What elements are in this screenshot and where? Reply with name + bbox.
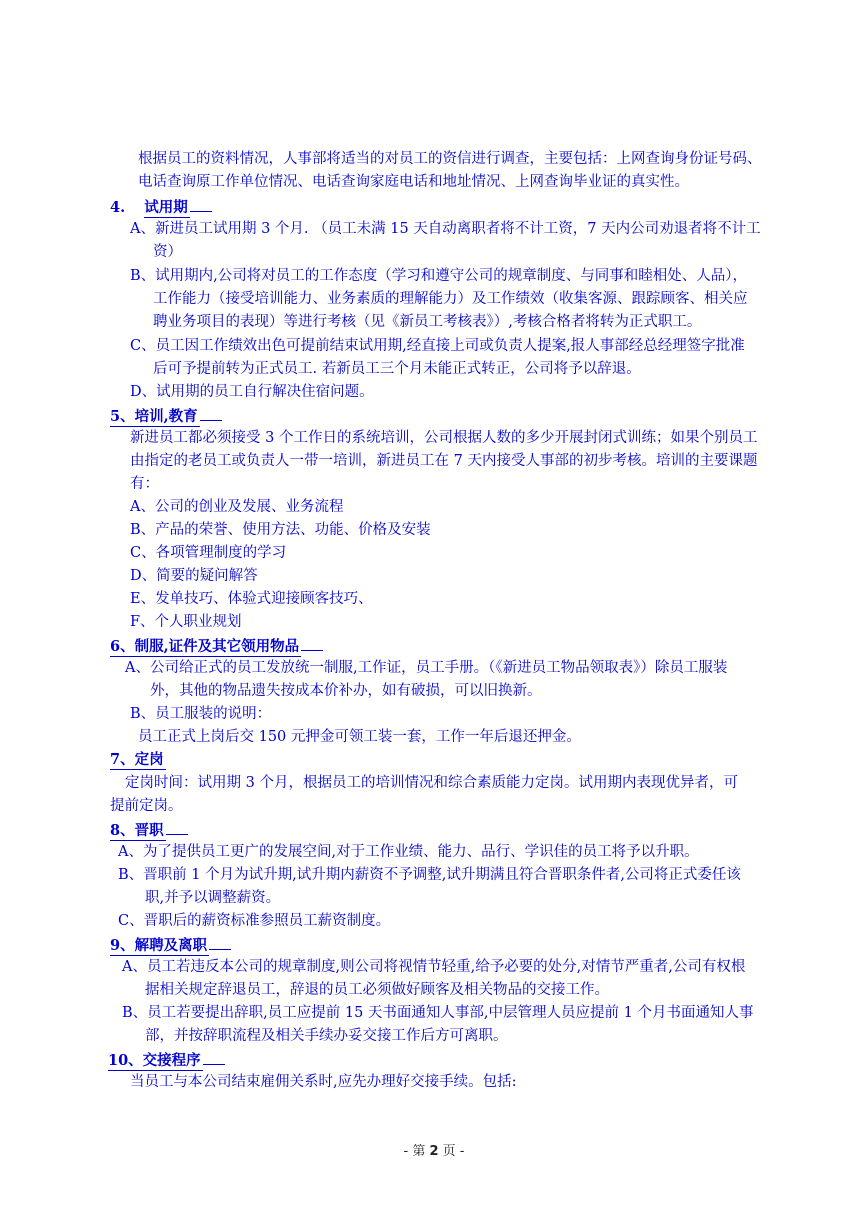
intro-line-2: 电话查询原工作单位情况、电话查询家庭电话和地址情况、上网查询毕业证的真实性。 [138,174,689,190]
section-6-item-a-line-2: 外，其他的物品遗失按成本价补办，如有破损，可以旧换新。 [150,683,542,699]
section-5-item-c: C、各项管理制度的学习 [130,545,287,561]
section-5-item-e: E、发单技巧、体验式迎接顾客技巧、 [130,591,373,607]
section-4-title: 试用期 [144,199,188,216]
section-4-heading [110,197,212,218]
section-4-item-b-line-1: B、试用期内,公司将对员工的工作态度（学习和遵守公司的规章制度、与同事和睦相处、人品）， [130,268,748,284]
intro-line-1: 根据员工的资料情况，人事部将适当的对员工的资信进行调查，主要包括：上网查询身份证号码、 [138,151,762,167]
section-4-item-a-line-2: 资） [153,244,182,260]
section-8-title: 8、晋职 [110,822,164,839]
section-6-heading [110,636,323,657]
section-9-heading [110,935,231,956]
section-6-item-b-line-2: 员工正式上岗后交 150 元押金可领工装一套，工作一年后退还押金。 [138,729,581,745]
section-4-item-d: D、试用期的员工自行解决住宿问题。 [130,384,374,400]
section-10-heading [108,1050,225,1071]
section-6-title: 6、制服,证件及其它领用物品 [110,638,300,655]
section-5-para-line-1: 新进员工都必须接受 3 个工作日的系统培训，公司根据人数的多少开展封闭式训练；如果个别员工 [130,430,758,446]
section-4-item-b-line-2: 工作能力（接受培训能力、业务素质的理解能力）及工作绩效（收集客源、跟踪顾客、相关应 [153,291,748,307]
page-number: 2 [429,1144,439,1159]
section-5-para-line-2: 由指定的老员工或负责人一带一培训，新进员工在 7 天内接受人事部的初步考核。培训的主要课题 [130,453,758,469]
footer-prefix: - 第 [403,1144,426,1159]
section-9-item-a-line-1: A、员工若违反本公司的规章制度,则公司将视情节轻重,给予必要的处分,对情节严重者,公司有权根 [122,959,746,975]
section-4-item-a-line-1: A、新进员工试用期 3 个月. （员工未满 15 天自动离职者将不计工资，7 天内公司劝退者将不计工 [130,221,761,237]
section-4-item-b-line-3: 聘业务项目的表现）等进行考核（见《新员工考核表》）,考核合格者将转为正式职工。 [153,314,702,330]
section-8-item-b-line-1: B、晋职前 1 个月为试升期,试升期内薪资不予调整,试升期满且符合晋职条件者,公司将正式委任该 [118,867,741,883]
section-8-item-b-line-2: 职,并予以调整薪资。 [145,890,281,906]
section-8-heading [110,820,188,841]
section-8-item-c: C、晋职后的薪资标准参照员工薪资制度。 [118,913,391,929]
section-5-title: 5、培训,教育 [110,408,198,425]
section-9-item-a-line-2: 据相关规定辞退员工，辞退的员工必须做好顾客及相关物品的交接工作。 [145,982,609,998]
section-4-item-c-line-2: 后可予提前转为正式员工. 若新员工三个月未能正式转正，公司将予以辞退。 [153,361,641,377]
section-5-item-b: B、产品的荣誉、使用方法、功能、价格及安装 [130,522,431,538]
section-5-heading [110,406,222,427]
section-10-para-line-1: 当员工与本公司结束雇佣关系时,应先办理好交接手续。包括: [130,1074,517,1090]
section-6-item-b-line-1: B、员工服装的说明： [130,706,272,722]
section-5-item-d: D、简要的疑问解答 [130,568,258,584]
section-6-item-a-line-1: A、公司给正式的员工发放统一制服,工作证，员工手册。（《新进员工物品领取表》）除员工服装 [125,660,728,676]
section-7-para-line-2: 提前定岗。 [110,798,183,814]
section-5-item-a: A、公司的创业及发展、业务流程 [130,499,344,515]
section-7-heading [110,751,166,770]
page-footer [0,1140,868,1159]
section-9-item-b-line-1: B、员工若要提出辞职,员工应提前 15 天书面通知人事部,中层管理人员应提前 1 个月书面通知人事 [122,1005,754,1021]
section-5-para-line-3: 有： [130,476,159,492]
section-7-para-line-1: 定岗时间：试用期 3 个月，根据员工的培训情况和综合素质能力定岗。试用期内表现优异者，可 [125,775,738,791]
section-4-number: 4. [110,199,126,216]
section-7-title: 7、定岗 [110,751,164,768]
section-9-item-b-line-2: 部，并按辞职流程及相关手续办妥交接工作后方可离职。 [145,1028,508,1044]
section-10-title: 10、交接程序 [108,1052,201,1069]
section-5-item-f: F、个人职业规划 [130,614,242,630]
section-9-title: 9、解聘及离职 [110,937,208,954]
section-4-item-c-line-1: C、员工因工作绩效出色可提前结束试用期,经直接上司或负责人提案,报人事部经总经理签字批准 [130,338,745,354]
section-8-item-a: A、为了提供员工更广的发展空间,对于工作业绩、能力、品行、学识佳的员工将予以升职。 [118,844,699,860]
footer-suffix: 页 - [442,1144,465,1159]
